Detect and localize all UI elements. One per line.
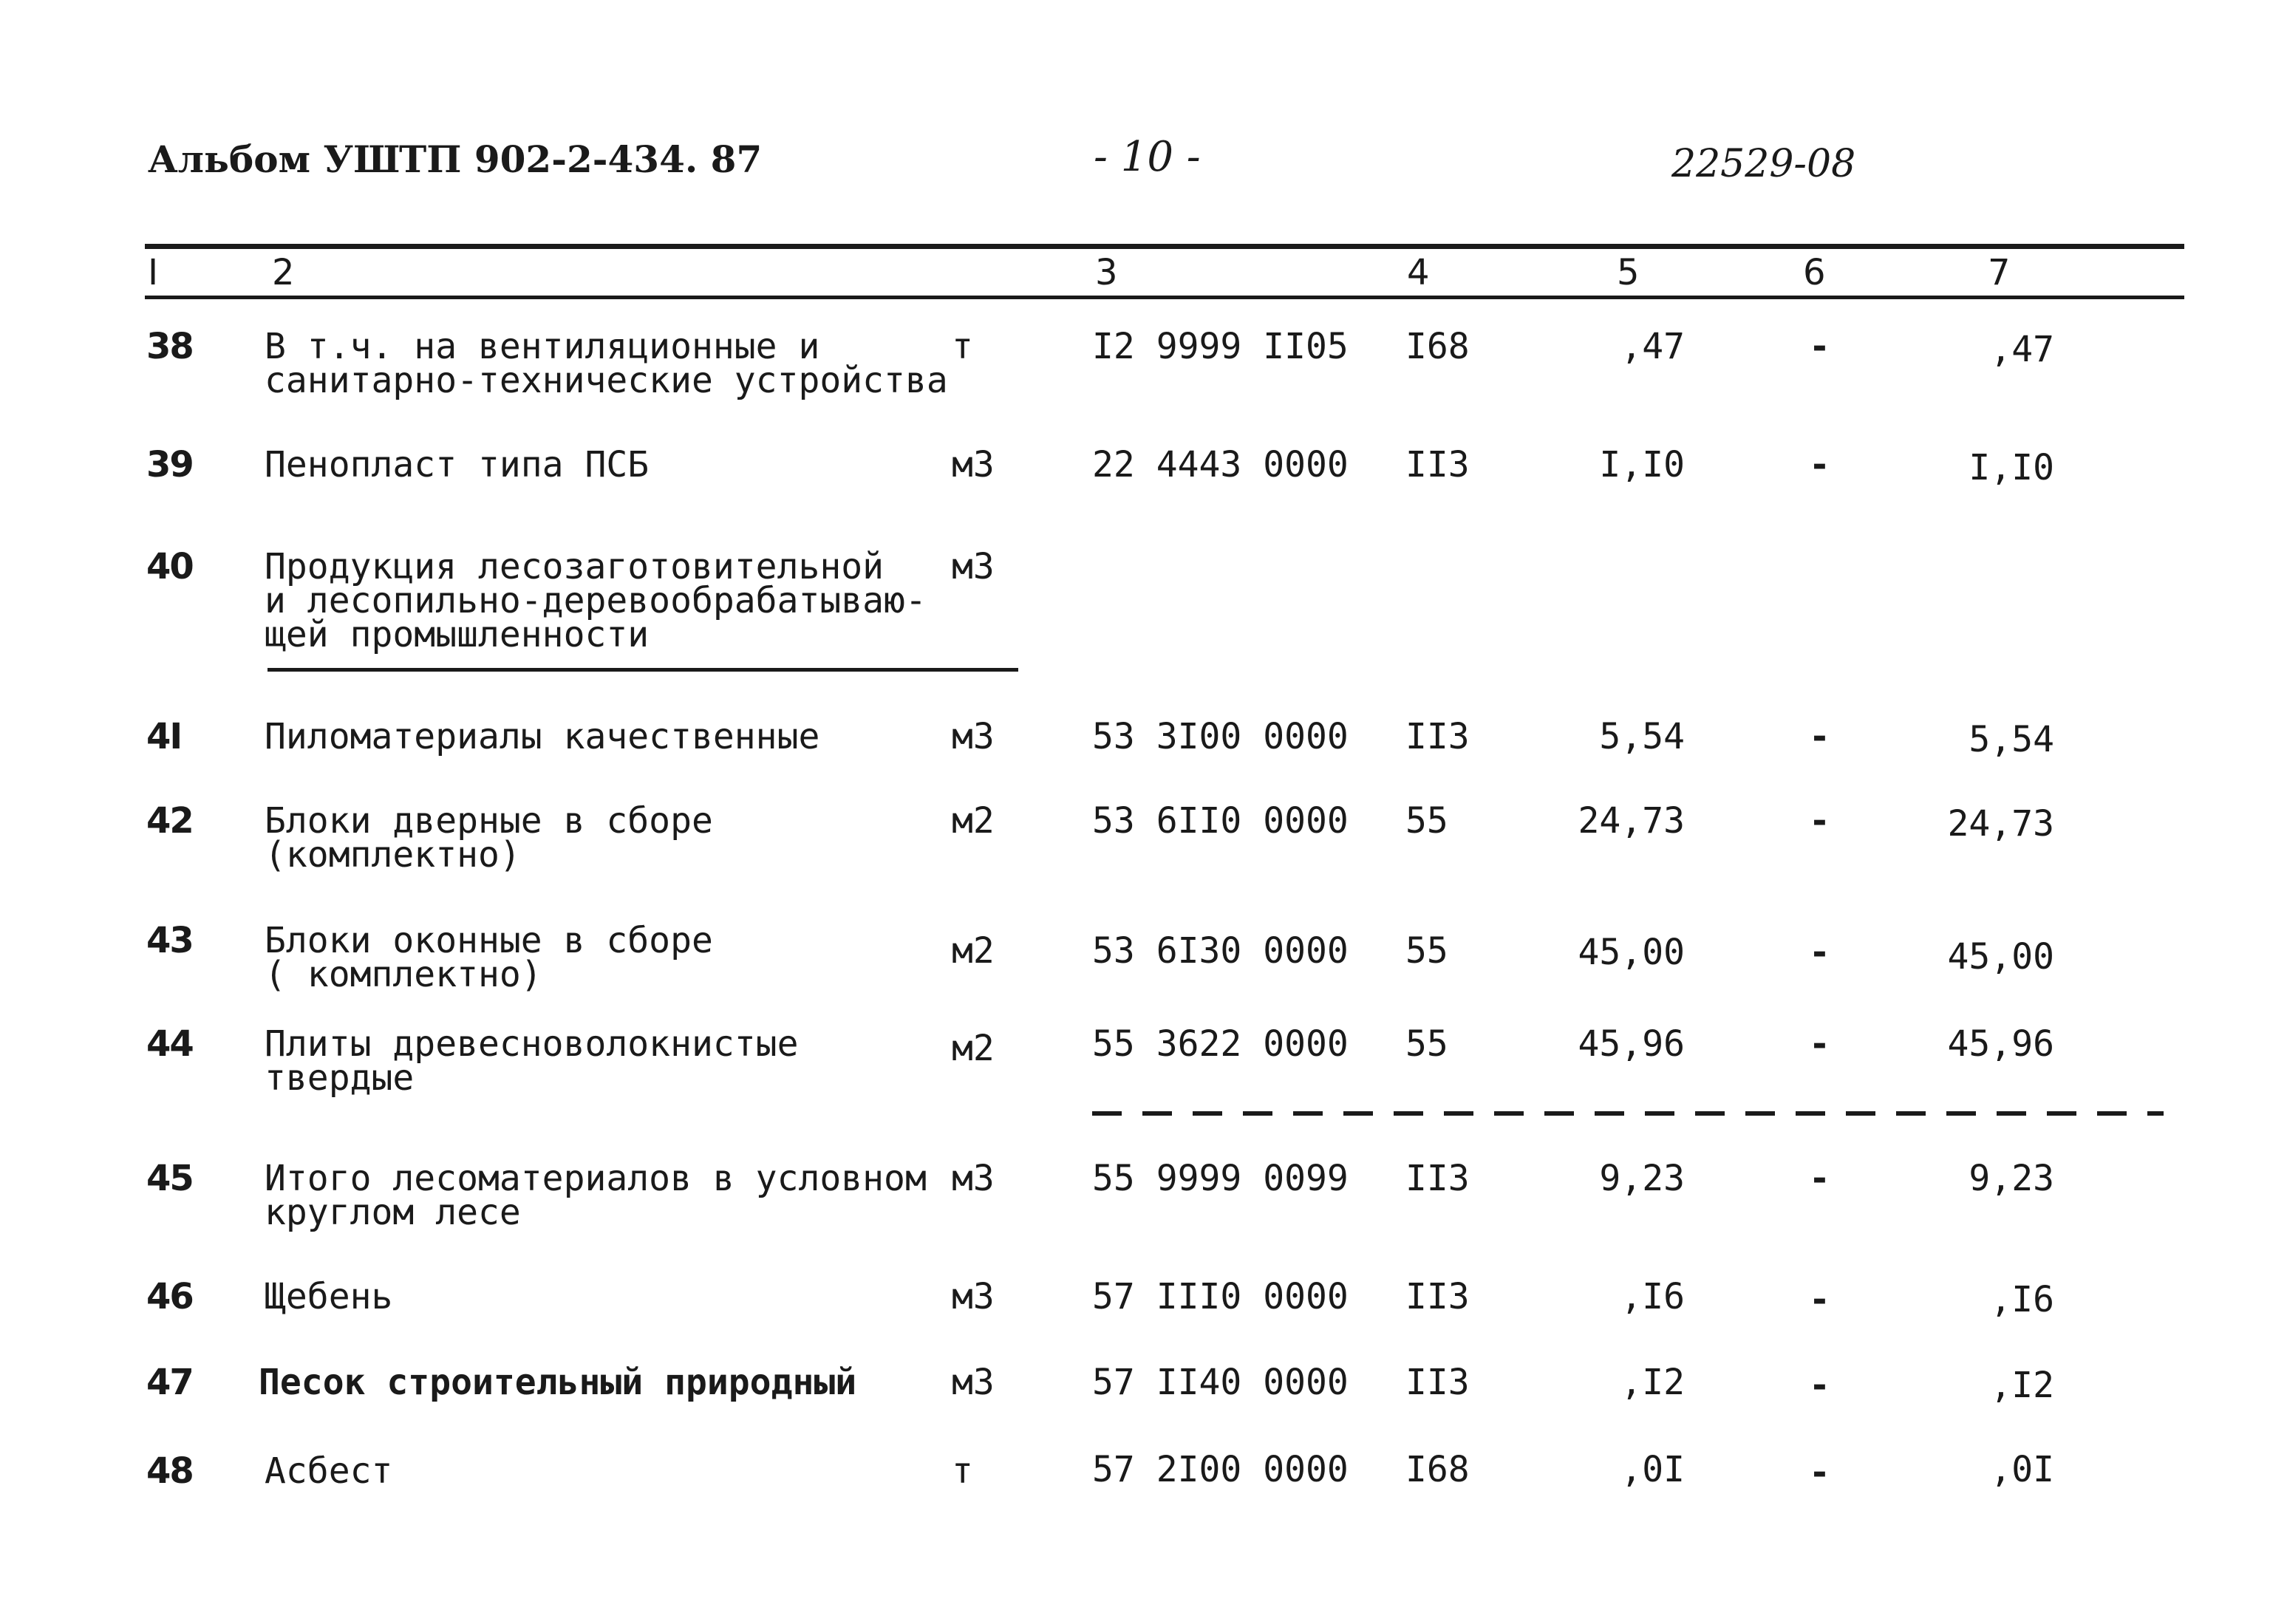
row-col7: I,I0 (1969, 447, 2054, 488)
row-number: 43 (146, 920, 193, 961)
row-col5: I,I0 (1599, 444, 1685, 485)
row-col7: 24,73 (1947, 803, 2054, 845)
row-col7: ,I6 (1990, 1279, 2054, 1320)
row-code: 55 3622 0000 (1092, 1023, 1349, 1065)
row-col6: - (1809, 716, 1830, 757)
row-name-line: Песок строительный природный (259, 1362, 857, 1403)
row-unit: м3 (952, 1362, 995, 1403)
row-name-line: Щебень (265, 1276, 393, 1317)
row-col7: ,0I (1990, 1449, 2054, 1490)
row-col5: 45,00 (1578, 932, 1685, 973)
sheet-number: 22529-08 (1671, 142, 1856, 186)
column-header-1: I (148, 252, 159, 293)
row-number: 45 (146, 1158, 193, 1199)
row-name-line: Продукция лесозаготовительной (265, 546, 885, 587)
row-unit: м3 (952, 1276, 995, 1317)
row-code: 57 2I00 0000 (1092, 1449, 1349, 1490)
row-col4: I68 (1405, 1449, 1470, 1490)
row-name-line: Блоки дверные в сборе (265, 800, 713, 842)
row-code: 22 4443 0000 (1092, 444, 1349, 485)
row-unit: т (952, 326, 973, 367)
row-name-line: и лесопильно-деревообрабатываю- (265, 580, 927, 621)
row-col7: 45,00 (1947, 936, 2054, 978)
row-col7: 45,96 (1947, 1023, 2054, 1065)
row-col4: I68 (1405, 326, 1470, 367)
row-name-line: В т.ч. на вентиляционные и (265, 326, 820, 367)
column-header-2: 2 (272, 252, 295, 293)
row-unit: м3 (952, 716, 995, 757)
row-name-line: Пенопласт типа ПСБ (265, 444, 650, 485)
row-col4: II3 (1405, 716, 1470, 757)
row-number: 42 (146, 800, 193, 842)
row-number: 40 (146, 546, 193, 587)
row-col5: 24,73 (1578, 800, 1685, 842)
row-col7: 5,54 (1969, 719, 2054, 760)
row-col5: 9,23 (1599, 1158, 1685, 1199)
row-col6: - (1809, 932, 1830, 973)
row-number: 47 (146, 1362, 193, 1403)
table-header-rule (145, 296, 2184, 299)
row-number: 46 (146, 1276, 193, 1317)
row-code: 55 9999 0099 (1092, 1158, 1349, 1199)
row-unit: м2 (952, 1028, 995, 1069)
row-col6: - (1809, 1452, 1830, 1493)
row-name-line: Пиломатериалы качественные (265, 716, 820, 757)
row-name-line: Асбест (265, 1450, 393, 1492)
row-col4: II3 (1405, 1276, 1470, 1317)
row-col6: - (1809, 1365, 1830, 1406)
row-number: 4I (146, 716, 182, 757)
subsection-underline (267, 668, 1018, 672)
row-col4: II3 (1405, 1158, 1470, 1199)
row-code: 57 II40 0000 (1092, 1362, 1349, 1403)
row-col5: ,I2 (1620, 1362, 1685, 1403)
column-header-5: 5 (1617, 252, 1640, 293)
row-name-line: круглом лесе (265, 1192, 521, 1233)
row-name-line: Плиты древесноволокнистые (265, 1023, 799, 1065)
row-name-line: санитарно-технические устройства (265, 360, 948, 401)
table-top-rule (145, 244, 2184, 249)
row-unit: т (952, 1450, 973, 1492)
column-header-3: 3 (1095, 252, 1118, 293)
row-unit: м3 (952, 546, 995, 587)
row-col6: - (1809, 800, 1830, 842)
row-col5: ,0I (1620, 1449, 1685, 1490)
row-col6: - (1809, 444, 1830, 485)
row-name-line: щей промышленности (265, 614, 650, 655)
project-code: ТП 902-2-434. 87 (399, 137, 763, 181)
row-col5: 5,54 (1599, 716, 1685, 757)
row-col7: 9,23 (1969, 1158, 2054, 1199)
subtotal-dashed-rule (1092, 1111, 2164, 1116)
row-col6: - (1809, 326, 1830, 367)
row-col4: 55 (1405, 930, 1448, 972)
row-col6: - (1809, 1279, 1830, 1320)
row-col7: ,47 (1990, 329, 2054, 370)
album-label: Альбом УШ (148, 137, 401, 181)
row-col4: II3 (1405, 1362, 1470, 1403)
row-unit: м3 (952, 1158, 995, 1199)
row-code: I2 9999 II05 (1092, 326, 1349, 367)
row-col6: - (1809, 1158, 1830, 1199)
column-header-6: 6 (1803, 252, 1826, 293)
row-name-line: Итого лесоматериалов в условном (265, 1158, 927, 1199)
row-col4: II3 (1405, 444, 1470, 485)
row-code: 57 III0 0000 (1092, 1276, 1349, 1317)
row-unit: м2 (952, 800, 995, 842)
row-col5: ,I6 (1620, 1276, 1685, 1317)
row-number: 39 (146, 444, 193, 485)
page-number: - 10 - (1094, 133, 1201, 181)
row-unit: м2 (952, 930, 995, 972)
row-number: 44 (146, 1023, 193, 1065)
row-number: 48 (146, 1450, 193, 1492)
row-name-line: твердые (265, 1057, 415, 1099)
row-code: 53 3I00 0000 (1092, 716, 1349, 757)
row-code: 53 6II0 0000 (1092, 800, 1349, 842)
row-code: 53 6I30 0000 (1092, 930, 1349, 972)
row-col4: 55 (1405, 1023, 1448, 1065)
row-unit: м3 (952, 444, 995, 485)
row-col6: - (1809, 1023, 1830, 1065)
row-col4: 55 (1405, 800, 1448, 842)
row-number: 38 (146, 326, 193, 367)
row-col7: ,I2 (1990, 1365, 2054, 1406)
row-name-line: ( комплектно) (265, 954, 542, 995)
column-header-7: 7 (1988, 252, 2011, 293)
column-header-4: 4 (1407, 252, 1430, 293)
row-name-line: Блоки оконные в сборе (265, 920, 713, 961)
row-col5: 45,96 (1578, 1023, 1685, 1065)
row-col5: ,47 (1620, 326, 1685, 367)
row-name-line: (комплектно) (265, 834, 521, 876)
